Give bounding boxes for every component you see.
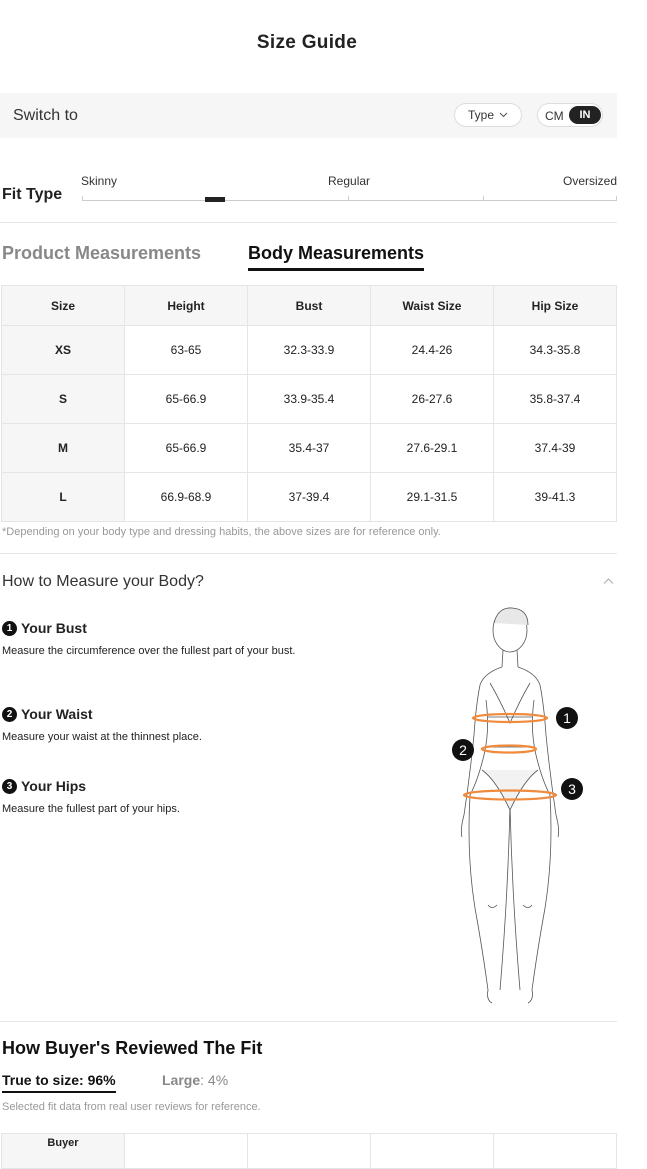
measure-header[interactable]: How to Measure your Body? [2,573,204,590]
table-cell: 37.4-39 [494,424,617,473]
fit-type-label: Fit Type [2,186,63,203]
table-cell: 65-66.9 [125,375,248,424]
number-badge: 1 [2,621,17,636]
review-tab-true-to-size[interactable]: True to size: 96% [2,1072,116,1093]
buyer-table [1,1133,617,1169]
table-cell [248,1134,371,1169]
table-row [2,473,617,522]
measure-item-title [2,706,93,722]
fit-tick-oversized: Oversized [563,174,618,188]
unit-toggle[interactable] [537,103,603,127]
measure-item-desc: Measure the fullest part of your hips. [2,803,180,815]
size-cell: M [2,424,125,473]
table-cell: 35.4-37 [248,424,371,473]
table-cell: 37-39.4 [248,473,371,522]
large-label: Large [162,1072,201,1088]
table-row [2,1134,617,1169]
fit-track [82,200,617,201]
table-cell: 66.9-68.9 [125,473,248,522]
measure-item-title-text: Your Waist [21,706,93,722]
disclaimer: *Depending on your body type and dressing habits, the above sizes are for reference only. [2,526,441,538]
switch-label: Switch to [13,107,78,124]
chevron-up-icon[interactable] [603,576,614,587]
table-cell: 65-66.9 [125,424,248,473]
table-cell: 39-41.3 [494,473,617,522]
number-badge: 2 [2,707,17,722]
table-cell: 35.8-37.4 [494,375,617,424]
size-cell: XS [2,326,125,375]
page-title: Size Guide [256,32,358,53]
table-cell [125,1134,248,1169]
table-cell: 26-27.6 [371,375,494,424]
measure-item-title-text: Your Hips [21,778,87,794]
size-cell: L [2,473,125,522]
body-figure-illustration [440,605,590,1010]
reviews-note: Selected fit data from real user reviews for reference. [2,1101,261,1113]
figure-label: 2 [459,742,467,758]
table-cell [371,1134,494,1169]
unit-cm-option[interactable]: CM [545,109,564,123]
figure-label: 3 [568,781,576,797]
table-row [2,424,617,473]
tab-body-measurements[interactable]: Body Measurements [248,243,424,271]
tab-product-measurements[interactable]: Product Measurements [2,243,202,263]
figure-badge-3 [561,778,583,800]
chevron-down-icon [499,112,508,118]
unit-in-option[interactable]: IN [569,106,601,124]
review-tab-large[interactable] [162,1072,228,1088]
header-cell: Bust [248,286,371,326]
fit-mark [483,196,484,201]
header-cell: Waist Size [371,286,494,326]
table-cell [494,1134,617,1169]
table-cell: 33.9-35.4 [248,375,371,424]
switch-bar [0,93,617,138]
table-cell: 29.1-31.5 [371,473,494,522]
fit-tick-regular: Regular [328,174,371,188]
fit-mark [348,196,349,201]
number-badge: 3 [2,779,17,794]
header-cell: Hip Size [494,286,617,326]
table-row [2,326,617,375]
large-value: : 4% [200,1072,229,1088]
table-cell: 34.3-35.8 [494,326,617,375]
fit-tick-skinny: Skinny [81,174,118,188]
measure-item-desc: Measure your waist at the thinnest place. [2,731,202,743]
figure-badge-2 [452,739,474,761]
divider [0,222,617,223]
type-label: Type [467,108,494,122]
reviews-title: How Buyer's Reviewed The Fit [2,1038,263,1058]
table-row [2,375,617,424]
header-cell: Size [2,286,125,326]
table-cell: 32.3-33.9 [248,326,371,375]
size-cell: S [2,375,125,424]
measure-item-title-text: Your Bust [21,620,87,636]
table-cell: 63-65 [125,326,248,375]
figure-label: 1 [563,710,571,726]
table-cell: 24.4-26 [371,326,494,375]
type-dropdown[interactable] [454,103,522,127]
measure-item-desc: Measure the circumference over the fullest part of your bust. [2,645,296,657]
header-cell: Height [125,286,248,326]
measure-item-title [2,778,86,794]
fit-mark [616,196,617,201]
measure-item-title [2,620,87,636]
size-table [1,285,617,522]
fit-mark [82,196,83,201]
divider [0,1021,617,1022]
table-cell: 27.6-29.1 [371,424,494,473]
table-header-row [2,286,617,326]
buyer-header-cell: Buyer [2,1134,125,1169]
fit-indicator [205,197,225,202]
divider [0,553,617,554]
figure-badge-1 [556,707,578,729]
